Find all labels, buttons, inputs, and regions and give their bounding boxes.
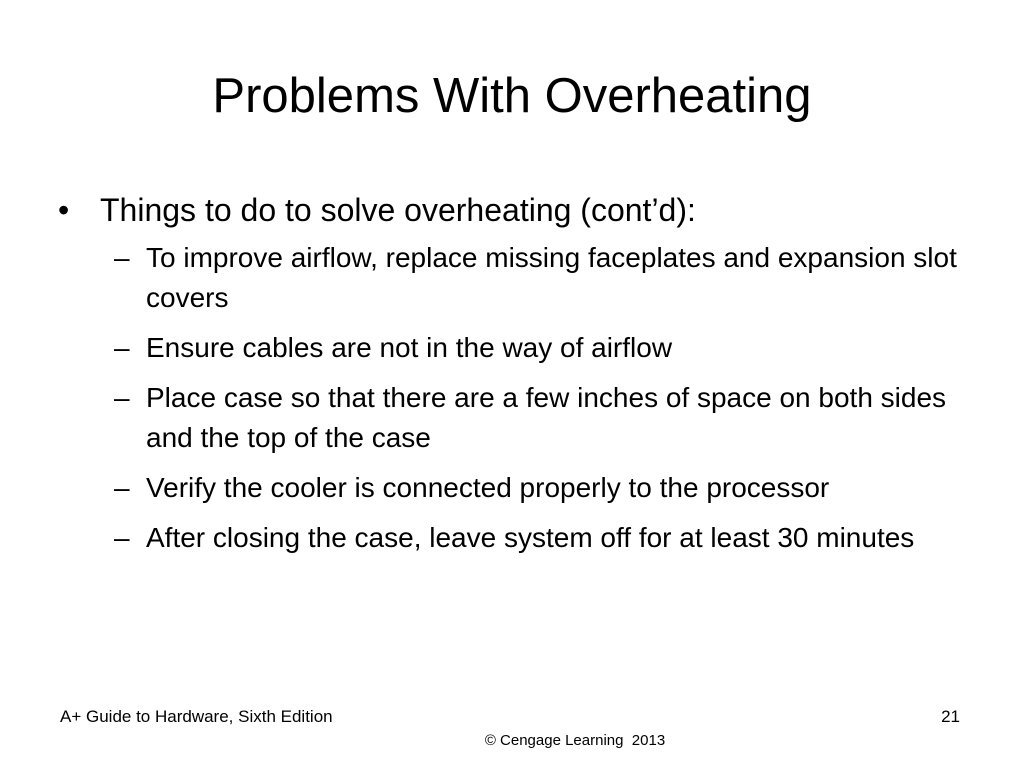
main-bullet-text: Things to do to solve overheating (cont’d): [100, 192, 696, 228]
dash-bullet-icon: – [114, 522, 130, 553]
slide-body [58, 188, 978, 568]
slide-title: Problems With Overheating [212, 69, 812, 123]
sub-bullet-item [114, 328, 986, 368]
footer-copyright: © Cengage Learning 2013 [484, 732, 666, 749]
sub-bullet-item [114, 518, 986, 558]
sub-bullet-text: To improve airflow, replace missing faceplates and expansion slot covers [146, 242, 957, 313]
dash-bullet-icon: – [114, 332, 130, 363]
dash-bullet-icon: – [114, 382, 130, 413]
sub-bullet-text: Place case so that there are a few inches of space on both sides and the top of the case [146, 382, 947, 453]
bullet-dot-icon: • [58, 192, 70, 228]
footer-page-number: 21 [941, 707, 960, 726]
sub-bullet-item [114, 468, 986, 508]
sub-bullet-item [114, 238, 986, 318]
sub-bullet-text: Verify the cooler is connected properly to the processor [146, 472, 830, 503]
sub-bullet-list [58, 238, 978, 558]
main-bullet [58, 188, 978, 232]
sub-bullet-text: After closing the case, leave system off for at least 30 minutes [146, 522, 915, 553]
dash-bullet-icon: – [114, 472, 130, 503]
sub-bullet-item [114, 378, 986, 458]
dash-bullet-icon: – [114, 242, 130, 273]
sub-bullet-text: Ensure cables are not in the way of airflow [146, 332, 673, 363]
footer-book-title: A+ Guide to Hardware, Sixth Edition [60, 707, 333, 726]
